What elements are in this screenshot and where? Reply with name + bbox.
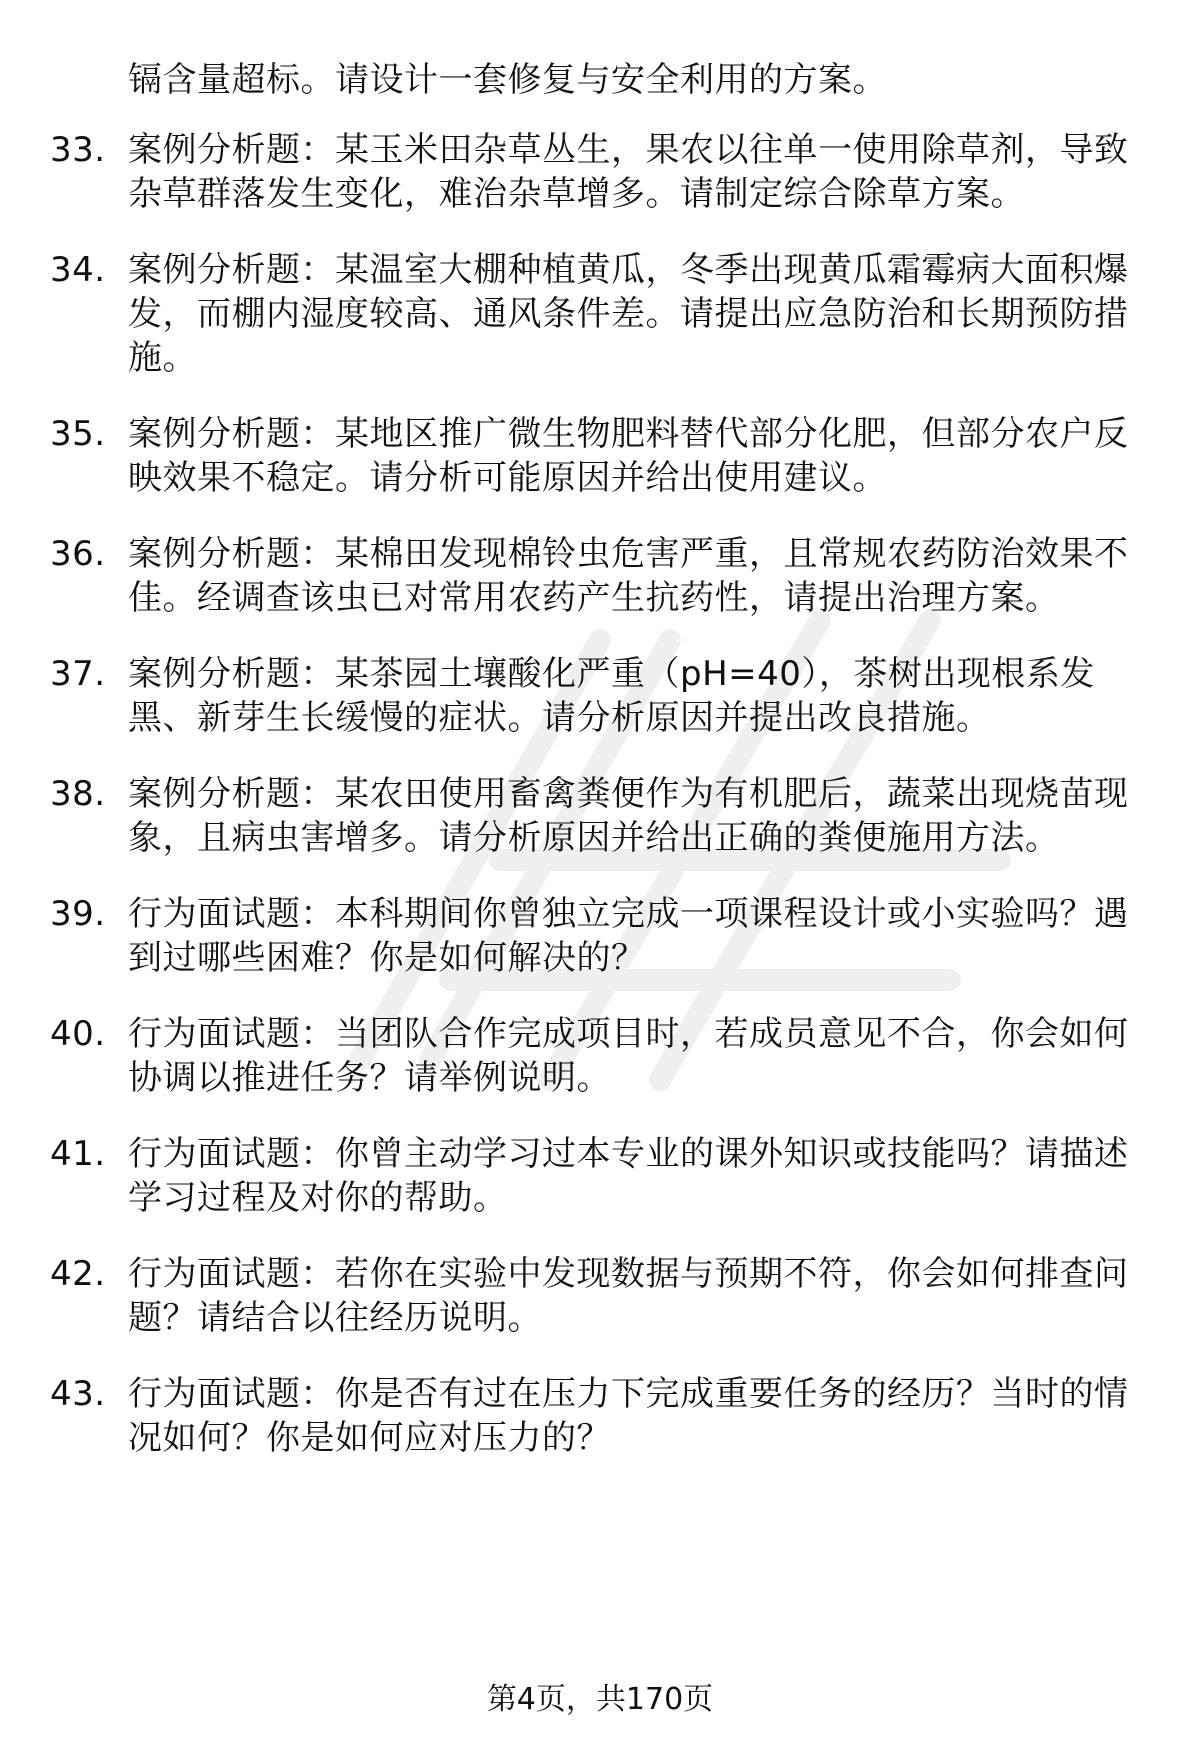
question-text: 案例分析题：某茶园土壤酸化严重（pH=40），茶树出现根系发黑、新芽生长缓慢的症状。请分析原因并提出改良措施。 bbox=[128, 654, 1095, 738]
question-item bbox=[50, 772, 1160, 860]
question-item bbox=[50, 1012, 1160, 1100]
question-number: 39. bbox=[50, 894, 106, 934]
question-item bbox=[50, 1132, 1160, 1220]
question-text: 行为面试题：你是否有过在压力下完成重要任务的经历？当时的情况如何？你是如何应对压力的？ bbox=[128, 1374, 1129, 1458]
question-number: 34. bbox=[50, 250, 106, 290]
question-text: 案例分析题：某温室大棚种植黄瓜，冬季出现黄瓜霜霉病大面积爆发，而棚内湿度较高、通风条件差。请提出应急防治和长期预防措施。 bbox=[128, 250, 1129, 378]
question-item bbox=[50, 652, 1160, 740]
question-item bbox=[50, 412, 1160, 500]
question-text: 案例分析题：某地区推广微生物肥料替代部分化肥，但部分农户反映效果不稳定。请分析可能原因并给出使用建议。 bbox=[128, 414, 1129, 498]
question-text: 行为面试题：当团队合作完成项目时，若成员意见不合，你会如何协调以推进任务？请举例说明。 bbox=[128, 1014, 1129, 1098]
question-text: 行为面试题：若你在实验中发现数据与预期不符，你会如何排查问题？请结合以往经历说明。 bbox=[128, 1254, 1129, 1338]
question-number: 33. bbox=[50, 130, 106, 170]
question-number: 38. bbox=[50, 774, 106, 814]
question-text: 案例分析题：某棉田发现棉铃虫危害严重，且常规农药防治效果不佳。经调查该虫已对常用农药产生抗药性，请提出治理方案。 bbox=[128, 534, 1129, 618]
question-item bbox=[50, 532, 1160, 620]
question-number: 35. bbox=[50, 414, 106, 454]
question-item bbox=[50, 1252, 1160, 1340]
continuation-text: 镉含量超标。请设计一套修复与安全利用的方案。 bbox=[128, 60, 887, 100]
question-text: 案例分析题：某农田使用畜禽粪便作为有机肥后，蔬菜出现烧苗现象，且病虫害增多。请分析原因并给出正确的粪便施用方法。 bbox=[128, 774, 1129, 858]
question-text: 行为面试题：你曾主动学习过本专业的课外知识或技能吗？请描述学习过程及对你的帮助。 bbox=[128, 1134, 1129, 1218]
question-list bbox=[50, 128, 1160, 1492]
question-number: 41. bbox=[50, 1134, 106, 1174]
question-number: 36. bbox=[50, 534, 106, 574]
question-item bbox=[50, 128, 1160, 216]
question-number: 42. bbox=[50, 1254, 106, 1294]
question-text: 行为面试题：本科期间你曾独立完成一项课程设计或小实验吗？遇到过哪些困难？你是如何解决的？ bbox=[128, 894, 1129, 978]
question-item bbox=[50, 892, 1160, 980]
question-number: 40. bbox=[50, 1014, 106, 1054]
question-text: 案例分析题：某玉米田杂草丛生，果农以往单一使用除草剂，导致杂草群落发生变化，难治杂草增多。请制定综合除草方案。 bbox=[128, 130, 1129, 214]
question-number: 43. bbox=[50, 1374, 106, 1414]
question-item bbox=[50, 1372, 1160, 1460]
question-item bbox=[50, 248, 1160, 380]
page-footer: 第4页，共170页 bbox=[486, 1682, 714, 1717]
question-number: 37. bbox=[50, 654, 106, 694]
